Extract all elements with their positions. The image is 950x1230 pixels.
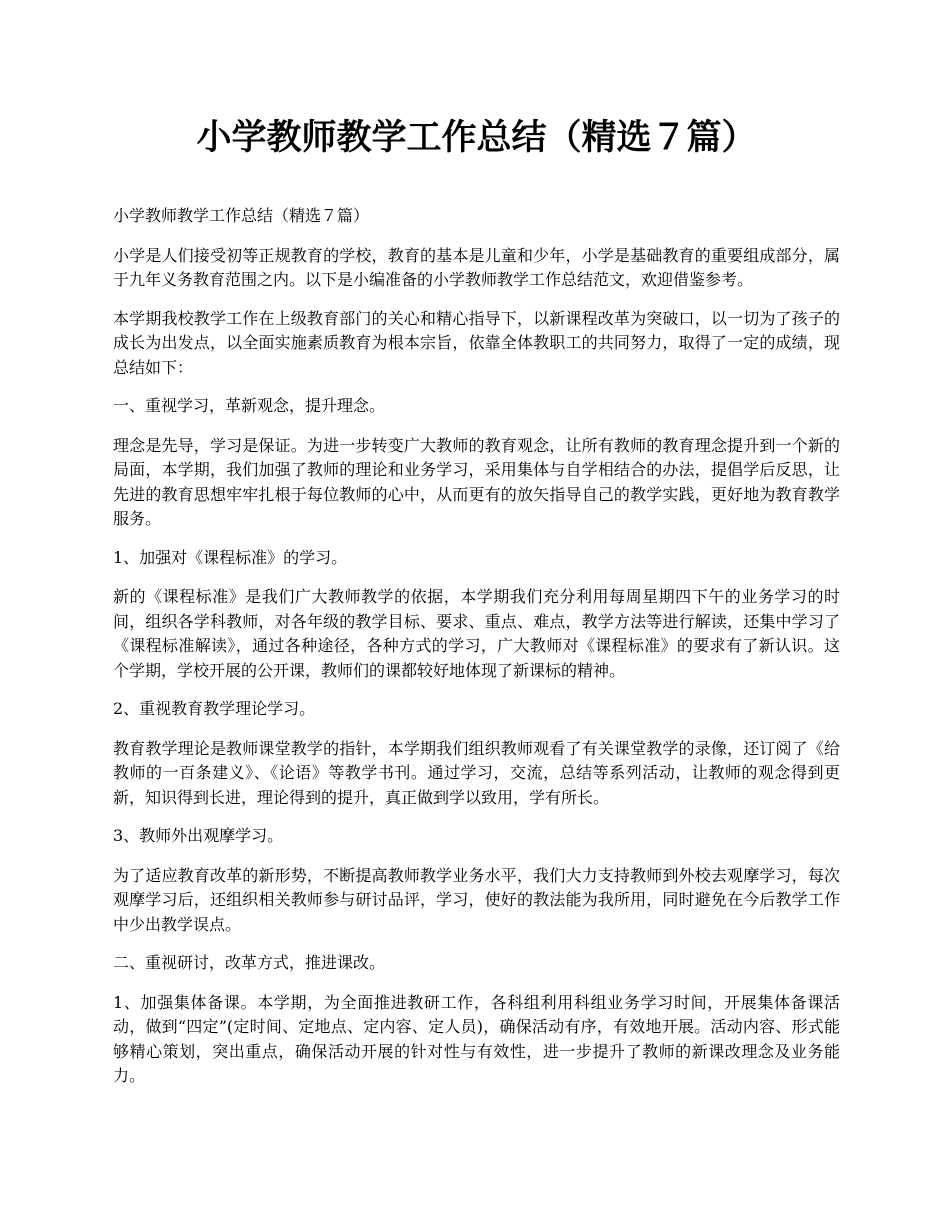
paragraph-1-3: 为了适应教育改革的新形势，不断提高教师教学业务水平，我们大力支持教师到外校去观摩学习，每次观摩学习后，还组织相关教师参与研讨品评，学习，使好的教法能为我所用，同时避免在今后教学工作中少出教学误点。 <box>113 865 840 934</box>
paragraph-2-1: 1、加强集体备课。本学期，为全面推进教研工作，各科组利用科组业务学习时间，开展集体备课活动，做到“四定”(定时间、定地点、定内容、定人员)，确保活动有序，有效地开展。活动内容、形式能够精心策划，突出重点，确保活动开展的针对性与有效性，进一步提升了教师的新课改理念及业务能力。 <box>113 992 840 1085</box>
paragraph-1-2: 教育教学理论是教师课堂教学的指针，本学期我们组织教师观看了有关课堂教学的录像，还订阅了《给教师的一百条建义》、《论语》等教学书刊。通过学习，交流，总结等系列活动，让教师的观念得到更新，知识得到长进，理论得到的提升，真正做到学以致用，学有所长。 <box>113 738 840 807</box>
document-title: 小学教师教学工作总结（精选７篇） <box>196 117 757 158</box>
subheading-1-1: 1、加强对《课程标准》的学习。 <box>113 547 348 567</box>
paragraph-subtitle: 小学教师教学工作总结（精选７篇） <box>113 206 370 225</box>
section-heading-2: 二、重视研讨，改革方式，推进课改。 <box>113 953 386 972</box>
section-heading-1: 一、重视学习，革新观念，提升理念。 <box>113 396 386 415</box>
document-page <box>113 112 840 1103</box>
paragraph-overview: 本学期我校教学工作在上级教育部门的关心和精心指导下，以新课程改革为突破口，以一切为了孩子的成长为出发点，以全面实施素质教育为根本宗旨，依靠全体教职工的共同努力，取得了一定的成绩，现总结如下： <box>113 308 840 377</box>
paragraph-section-1: 理念是先导，学习是保证。为进一步转变广大教师的教育观念，让所有教师的教育理念提升到一个新的局面，本学期，我们加强了教师的理论和业务学习，采用集体与自学相结合的办法，提倡学后反思，让先进的教育思想牢牢扎根于每位教师的心中，从而更有的放矢指导自己的教学实践，更好地为教育教学服务。 <box>113 435 840 528</box>
paragraph-1-1: 新的《课程标准》是我们广大教师教学的依据，本学期我们充分利用每周星期四下午的业务学习的时间，组织各学科教师，对各年级的教学目标、要求、重点、难点，教学方法等进行解读，还集中学习了《课程标准解读》，通过各种途径，各种方式的学习，广大教师对《课程标准》的要求有了新认识。这个学期，学校开展的公开课，教师们的课都较好地体现了新课标的精神。 <box>113 587 840 680</box>
subheading-1-3: 3、教师外出观摩学习。 <box>113 826 284 845</box>
paragraph-intro: 小学是人们接受初等正规教育的学校，教育的基本是儿童和少年，小学是基础教育的重要组成部分，属于九年义务教育范围之内。以下是小编准备的小学教师教学工作总结范文，欢迎借鉴参考。 <box>113 245 840 289</box>
subheading-1-2: 2、重视教育教学理论学习。 <box>113 699 316 718</box>
